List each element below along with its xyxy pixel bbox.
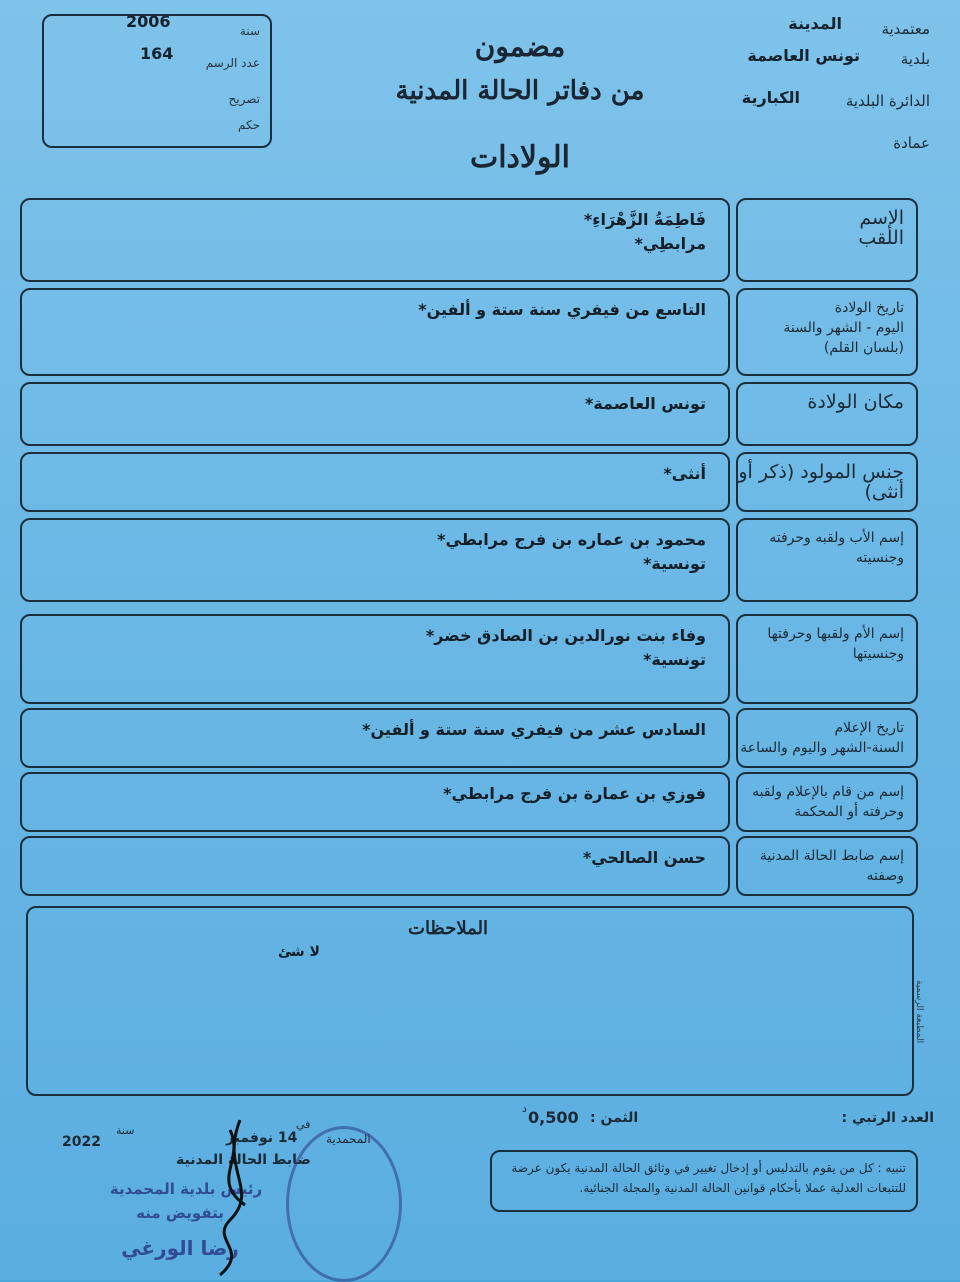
row-value-line: فوزي بن عمارة بن فرج مرابطي* bbox=[443, 784, 706, 803]
row-value-box bbox=[20, 836, 730, 896]
printer-code: المطبعة الرسمية bbox=[914, 980, 924, 1044]
row-label-line: وصفته bbox=[866, 868, 904, 884]
officer-title: ضابط الحالة المدنية bbox=[176, 1152, 311, 1168]
row-label-line: إسم الأم ولقبها وحرفتها bbox=[767, 626, 904, 642]
row-label-box bbox=[736, 708, 918, 768]
municipality-value: تونس العاصمة bbox=[747, 46, 860, 65]
row-value-line: أنثى* bbox=[663, 464, 706, 483]
row-value-line: حسن الصالحي* bbox=[582, 848, 706, 867]
imada-label: عمادة bbox=[893, 134, 930, 152]
row-label-line: إسم ضابط الحالة المدنية bbox=[759, 848, 904, 864]
stamp-line1: رئيس بلدية المحمدية bbox=[109, 1180, 263, 1198]
row-label-box bbox=[736, 836, 918, 896]
row-value-box bbox=[20, 288, 730, 376]
number-label: عدد الرسم bbox=[205, 56, 260, 70]
row-label-box bbox=[736, 198, 918, 282]
municipality-label: بلدية bbox=[900, 50, 930, 68]
title-line2: من دفاتر الحالة المدنية bbox=[395, 76, 645, 106]
price-value: 0,500 bbox=[528, 1108, 579, 1127]
row-label-line: الإسم bbox=[859, 207, 904, 229]
row-value-line: تونس العاصمة* bbox=[584, 394, 706, 413]
price-label: الثمن : bbox=[590, 1110, 639, 1126]
row-label-line: وجنسيتها bbox=[852, 646, 904, 662]
row-label-line: مكان الولادة bbox=[807, 391, 904, 413]
row-label-box bbox=[736, 382, 918, 446]
row-label-box bbox=[736, 288, 918, 376]
row-label-line: اللقب bbox=[858, 227, 904, 249]
district-value: الكبارية bbox=[741, 88, 800, 107]
row-value-line: السادس عشر من فيفري سنة ستة و ألفين* bbox=[362, 720, 706, 739]
delegation-label: معتمدية bbox=[881, 20, 930, 38]
row-value-line: التاسع من فيفري سنة ستة و ألفين* bbox=[418, 300, 706, 319]
notes-value: لا شئ bbox=[278, 944, 320, 960]
ruling-label: حكم bbox=[237, 118, 260, 132]
stamp-line2: بتفويض منه bbox=[136, 1204, 224, 1222]
delegation-value: المدينة bbox=[788, 14, 842, 33]
row-label-line: السنة-الشهر واليوم والساعة bbox=[740, 740, 904, 756]
row-value-line: وفاء بنت نورالدين بن الصادق خضر* bbox=[425, 626, 706, 645]
section-title: الولادات bbox=[469, 140, 571, 175]
row-value-line: تونسية* bbox=[643, 650, 706, 669]
row-label-box bbox=[736, 452, 918, 512]
price-unit: د bbox=[522, 1102, 527, 1115]
row-value-line: تونسية* bbox=[643, 554, 706, 573]
row-value-line: فَاطِمَةُ الزَّهْرَاءِ* bbox=[583, 210, 706, 229]
row-value-box bbox=[20, 708, 730, 768]
row-label-line: تاريخ الولادة bbox=[834, 300, 904, 316]
serial-label: العدد الرتبي : bbox=[841, 1110, 934, 1126]
number-value: 164 bbox=[140, 44, 174, 63]
row-value-box bbox=[20, 198, 730, 282]
row-label-line: وجنسيته bbox=[855, 550, 904, 566]
row-label-line: إسم الأب ولقبه وحرفته bbox=[769, 530, 904, 546]
issue-day-month: 14 نوفمبر bbox=[226, 1130, 298, 1146]
record-info-box bbox=[42, 14, 272, 148]
district-label: الدائرة البلدية bbox=[845, 92, 930, 110]
row-label-box bbox=[736, 518, 918, 602]
issue-year: 2022 bbox=[62, 1134, 101, 1150]
row-label-line: وحرفته أو المحكمة bbox=[794, 804, 904, 820]
year-label: سنة bbox=[239, 24, 260, 38]
row-label-line: (بلسان القلم) bbox=[823, 340, 904, 356]
notes-title: الملاحظات bbox=[408, 918, 488, 939]
row-value-box bbox=[20, 452, 730, 512]
signature bbox=[190, 1110, 280, 1280]
row-label-box bbox=[736, 772, 918, 832]
declaration-label: تصريح bbox=[228, 92, 260, 106]
row-label-line: إسم من قام بالإعلام ولقبه bbox=[752, 784, 904, 800]
row-value-line: مرابطِي* bbox=[634, 234, 706, 253]
official-seal bbox=[286, 1126, 402, 1282]
notes-box bbox=[26, 906, 914, 1096]
year-value: 2006 bbox=[126, 12, 171, 31]
row-value-box bbox=[20, 772, 730, 832]
warning-box bbox=[490, 1150, 918, 1212]
row-label-line: تاريخ الإعلام bbox=[834, 720, 904, 736]
row-value-line: محمود بن عماره بن فرج مرابطي* bbox=[437, 530, 706, 549]
row-label-line: جنس المولود (ذكر أو أنثى) bbox=[738, 461, 904, 503]
row-value-box bbox=[20, 518, 730, 602]
warning-text: تنبيه : كل من يقوم بالتدليس أو إدخال تغيير في وثائق الحالة المدنية يكون عرضة للتتبعات العدلية عملا بأحكام قوانين الحالة المدنية والمجلة الجنائية. bbox=[511, 1161, 906, 1195]
row-label-box bbox=[736, 614, 918, 704]
row-value-box bbox=[20, 614, 730, 704]
in-label: في bbox=[296, 1118, 311, 1131]
year-label-footer: سنة bbox=[116, 1124, 135, 1137]
row-value-box bbox=[20, 382, 730, 446]
row-label-line: اليوم - الشهر والسنة bbox=[783, 320, 904, 336]
place-label: المحمدية bbox=[326, 1132, 371, 1146]
title-line1: مضمون bbox=[474, 30, 566, 63]
stamp-line3: رضا الورغي bbox=[121, 1236, 239, 1260]
